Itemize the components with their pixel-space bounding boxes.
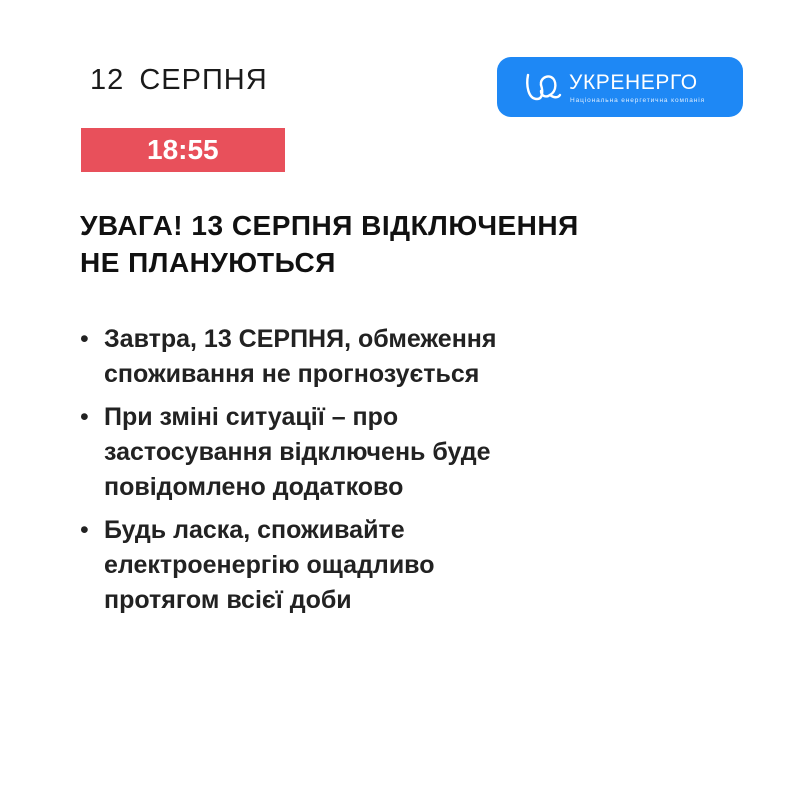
bullet-line: електроенергію ощадливо — [104, 551, 435, 579]
bullet-marker: • — [80, 325, 89, 353]
date-label: 12 СЕРПНЯ — [90, 64, 268, 96]
time-badge — [81, 128, 285, 172]
bullet-line: повідомлено додатково — [104, 473, 404, 501]
logo-name: УКРЕНЕРГО — [569, 71, 698, 94]
time-label: 18:55 — [147, 134, 219, 165]
bullet-marker: • — [80, 516, 89, 544]
bullet-item-forecast — [80, 322, 760, 392]
bullet-item-save-energy — [80, 513, 760, 618]
bullet-line: При зміні ситуації – про — [104, 403, 399, 431]
bullet-line: застосування відключень буде — [104, 438, 491, 466]
headline-line-1: УВАГА! 13 СЕРПНЯ ВІДКЛЮЧЕННЯ — [80, 210, 579, 241]
bullet-marker: • — [80, 403, 89, 431]
bullet-line: протягом всієї доби — [104, 586, 352, 614]
bullet-line: Будь ласка, споживайте — [104, 516, 405, 544]
headline-line-2: НЕ ПЛАНУЮТЬСЯ — [80, 247, 336, 278]
bullet-line: споживання не прогнозується — [104, 360, 480, 388]
logo-tagline: Національна енергетична компанія — [570, 97, 706, 104]
ukrenergo-logo-mark-icon — [524, 71, 562, 103]
bullet-line: Завтра, 13 СЕРПНЯ, обмеження — [104, 325, 497, 353]
ukrenergo-logo — [497, 57, 743, 117]
bullet-list — [80, 322, 760, 626]
bullet-item-situation-change — [80, 400, 760, 505]
headline — [80, 207, 760, 281]
